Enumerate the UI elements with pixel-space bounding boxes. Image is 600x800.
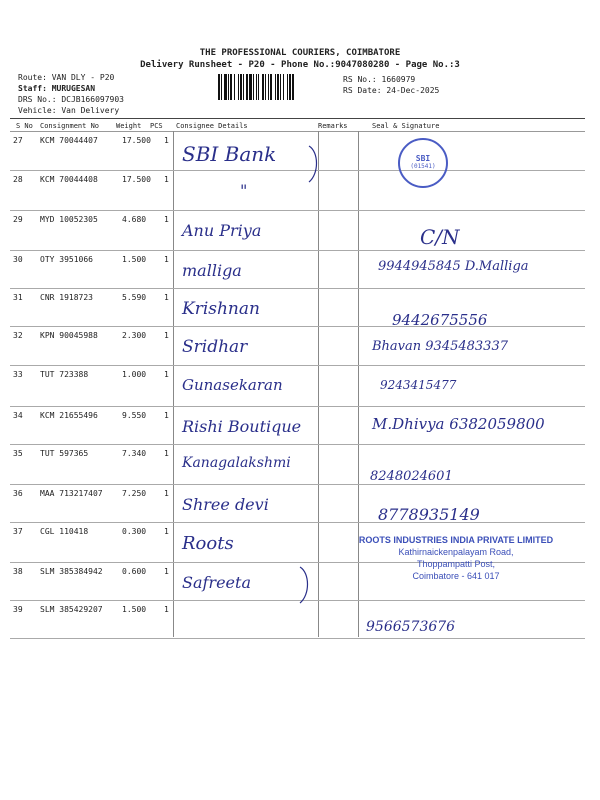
row-pcs: 1 [164,370,169,379]
row-sno: 32 [13,331,23,340]
row-pcs: 1 [164,175,169,184]
row-consignee-handwriting: Safreeta [182,573,251,592]
col-consignee: Consignee Details [176,122,248,130]
row-pcs: 1 [164,215,169,224]
row-consignment: CGL 110418 [40,527,89,536]
row-sno: 38 [13,567,23,576]
row-weight: 0.300 [122,527,147,536]
row-pcs: 1 [164,527,169,536]
row-consignee-handwriting: " [240,181,248,200]
row-consignee-handwriting: Sridhar [182,337,248,357]
row-consignment: MAA 713217407 [40,489,103,498]
row-consignment: TUT 597365 [40,449,89,458]
table-top-line [10,118,585,119]
vehicle-text: Vehicle: Van Delivery [18,106,120,115]
roots-stamp-line2: Kathirnaickenpalayam Road, [398,547,514,557]
row-signature-handwriting: 9243415477 [380,378,457,392]
col-consignment: Consignment No [40,122,100,130]
row-divider [10,250,585,251]
rs-date-text: RS Date: 24-Dec-2025 [343,86,440,95]
row-consignment: SLM 385384942 [40,567,103,576]
roots-stamp-line1: ROOTS INDUSTRIES INDIA PRIVATE LIMITED [358,535,554,545]
row-divider [10,170,585,171]
row-consignee-handwriting: Rishi Boutique [182,417,302,436]
col-pcs: PCS [150,122,163,130]
row-divider [10,444,585,445]
row-weight: 7.250 [122,489,147,498]
row-signature-handwriting: 9442675556 [392,311,488,329]
bracket-mark-sbi [305,144,325,184]
table-header-line [10,131,585,132]
sbi-stamp-code: (01541) [410,163,436,170]
row-sno: 33 [13,370,23,379]
row-pcs: 1 [164,136,169,145]
row-weight: 1.500 [122,255,147,264]
row-consignment: OTY 3951066 [40,255,93,264]
row-consignment: KCM 70044407 [40,136,98,145]
staff-text: Staff: MURUGESAN [18,84,96,93]
roots-stamp-line3: Thoppampatti Post, [416,559,496,569]
row-weight: 17.500 [122,175,151,184]
header-subtitle: Delivery Runsheet - P20 - Phone No.:9047080280 - Page No.:3 [140,60,460,70]
row-consignee-handwriting: SBI Bank [182,142,277,166]
row-signature-handwriting: 8248024601 [370,469,453,484]
row-consignee-handwriting: Krishnan [182,299,260,319]
row-sno: 39 [13,605,23,614]
row-divider [10,522,585,523]
row-sno: 30 [13,255,23,264]
row-pcs: 1 [164,567,169,576]
row-weight: 1.000 [122,370,147,379]
row-signature-handwriting: 8778935149 [378,505,480,524]
header-title: THE PROFESSIONAL COURIERS, COIMBATORE [199,48,401,58]
row-consignment: KCM 70044408 [40,175,98,184]
sbi-round-stamp [398,138,448,188]
meta-right [343,74,439,96]
row-divider [10,406,585,407]
row-consignee-handwriting: Gunasekaran [182,376,283,394]
row-sno: 35 [13,449,23,458]
row-consignment: TUT 723388 [40,370,89,379]
row-sno: 27 [13,136,23,145]
row-divider [10,326,585,327]
row-weight: 2.300 [122,331,147,340]
col-remarks: Remarks [318,122,348,130]
barcode-bar [294,74,295,100]
row-consignment: MYD 10052305 [40,215,98,224]
row-consignee-handwriting: Shree devi [182,495,269,514]
row-signature-handwriting: 9566573676 [366,619,456,635]
row-weight: 0.600 [122,567,147,576]
row-consignment: SLM 385429207 [40,605,103,614]
col-sno: S No [16,122,33,130]
row-pcs: 1 [164,449,169,458]
row-signature-handwriting: 9944945845 D.Malliga [378,259,529,274]
row-consignee-handwriting: Anu Priya [182,221,262,240]
row-pcs: 1 [164,331,169,340]
row-divider [10,365,585,366]
row-sno: 29 [13,215,23,224]
roots-stamp-line4: Coimbatore - 641 017 [412,571,500,581]
row-consignee-handwriting: Kanagalakshmi [182,455,291,471]
row-divider [10,288,585,289]
row-divider [10,484,585,485]
row-sno: 31 [13,293,23,302]
route-text: Route: VAN DLY - P20 [18,73,115,82]
row-consignee-handwriting: malliga [182,261,242,280]
row-sno: 37 [13,527,23,536]
row-sno: 34 [13,411,23,420]
row-sno: 28 [13,175,23,184]
row-consignee-handwriting: Roots [182,533,234,554]
row-weight: 9.550 [122,411,147,420]
col-seal: Seal & Signature [372,122,440,130]
row-weight: 4.680 [122,215,147,224]
row-consignment: CNR 1918723 [40,293,93,302]
row-pcs: 1 [164,255,169,264]
sbi-stamp-name: SBI [415,154,431,163]
rs-no-text: RS No.: 1660979 [343,75,416,84]
meta-left [18,72,124,116]
row-divider [10,210,585,211]
row-divider [10,638,585,639]
col-weight: Weight [116,122,142,130]
row-consignment: KCM 21655496 [40,411,98,420]
row-pcs: 1 [164,293,169,302]
row-weight: 7.340 [122,449,147,458]
row-weight: 5.590 [122,293,147,302]
row-weight: 1.500 [122,605,147,614]
bracket-mark [296,565,316,605]
row-signature-handwriting: C/N [420,225,460,249]
row-pcs: 1 [164,411,169,420]
row-signature-handwriting: Bhavan 9345483337 [372,339,508,354]
row-weight: 17.500 [122,136,151,145]
row-sno: 36 [13,489,23,498]
row-pcs: 1 [164,489,169,498]
drs-text: DRS No.: DCJB166097903 [18,95,124,104]
row-signature-handwriting: M.Dhivya 6382059800 [372,415,545,433]
barcode [218,74,336,100]
row-pcs: 1 [164,605,169,614]
roots-company-stamp [358,534,554,582]
row-consignment: KPN 90045988 [40,331,98,340]
